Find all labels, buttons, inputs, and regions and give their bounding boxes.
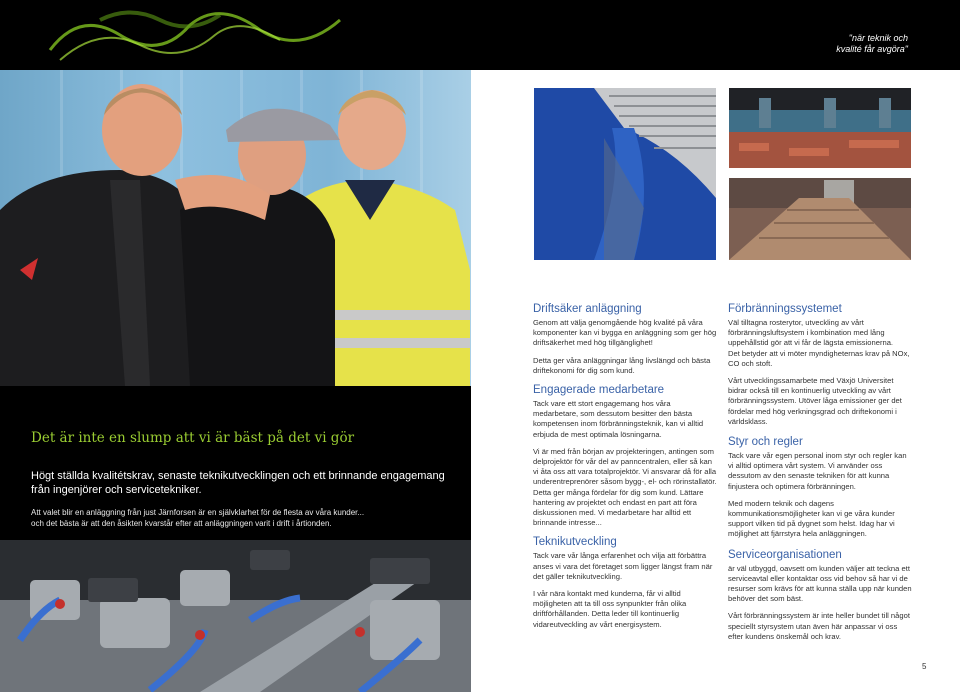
small-line-1: Att valet blir en anläggning från just Järnforsen är en självklarhet för de flesta av våra kunder...: [31, 508, 365, 517]
heading-teknikutveckling: Teknikutveckling: [533, 536, 617, 549]
page-number: 5: [922, 662, 927, 671]
lead-paragraph: Högt ställda kvalitétskrav, senaste teknikutvecklingen och ett brinnande engagemang från ingenjörer och servicetekniker.: [31, 470, 445, 496]
paragraph: Vi är med från början av projekteringen, antingen som delprojektör för vår del av panncentralen, eller så kan vi åta oss att vara totalprojektör. Vi ansvarar då för alla underentreprenörer såsom bygg-, el- och rörinstallatör. Detta ger många fördelar för dig som kund. Lättare hantering av projektet och endast en part att föra diskussionen med. Vi medarbetare har alltid ett brinnande intresse...: [533, 446, 717, 528]
paragraph: Tack vare vår långa erfarenhet och vilja att förbättra anses vi vara det företaget som ligger längst fram när det gäller teknikutveckling.: [533, 551, 713, 581]
paragraph: Väl tilltagna rosterytor, utveckling av vårt förbränningsluftsystem i kombination med lång uppehållstid gör att vi får de lägsta emissionerna.: [728, 318, 894, 348]
text-column-1: [533, 302, 717, 630]
paragraph: Det betyder att vi möter myndigheternas krav på NOx, CO och stoft.: [728, 348, 910, 368]
furnace-pipes-photo: [729, 88, 911, 168]
heading-driftsaker: Driftsäker anläggning: [533, 303, 642, 315]
heading-forbranningssystemet: Förbränningssystemet: [728, 303, 842, 315]
small-line-2: och det bästa är att den åsikten kvarstår efter att anläggningen varit i drift i årtionden.: [31, 519, 332, 528]
small-paragraph: [31, 507, 461, 529]
paragraph: Detta ger våra anläggningar lång livslängd och bästa driftekonomi för dig som kund.: [533, 355, 711, 375]
paragraph: Tack vare ett stort engagemang hos våra medarbetare, som dessutom besitter den bästa kompetensen inom förbränningsteknik, kan vi alltid erbjuda de mest optimala lösningarna.: [533, 399, 704, 439]
paragraph: Med modern teknik och dagens kommunikationsmöjligheter kan vi ge våra kunder support vilken tid på dygnet som helst. Idag har vi möjlighet att fjärrstyra hela anläggningen.: [728, 498, 895, 539]
page-headline: Det är inte en slump att vi är bäst på det vi gör: [31, 430, 355, 446]
paragraph: Tack vare vår egen personal inom styr och regler kan vi alltid optimera vårt system. Vi använder oss dessutom av den senaste tekniken för att kunna finjustera och optimera förbränningen.: [728, 451, 907, 491]
heading-engagerade: Engagerade medarbetare: [533, 384, 665, 397]
paragraph: Vårt utvecklingssamarbete med Växjö Universitet bidrar också till en kontinuerlig utveckling av vårt förbränningssystem. Utöver låga emissioner ger det fördelar med hög verkningsgrad och driftekonomi i världsklass.: [728, 376, 902, 426]
kiln-interior-photo: [729, 178, 911, 260]
paragraph: är väl utbyggd, oavsett om kunden väljer att teckna ett serviceavtal eller kontaktar oss vid behov så har vi de resurser som krävs för att kunna ställa upp när kunden behöver det som bäst.: [728, 563, 912, 604]
left-page: [0, 0, 471, 692]
paragraph: Genom att välja genomgående hög kvalité på våra komponenter kan vi bygga en anläggning som ger hög driftsäkerhet med hög tillgänglighet!: [533, 318, 717, 348]
quote-line-1: "när teknik och: [848, 33, 908, 43]
top-band: [0, 0, 960, 70]
paragraph: Vårt förbränningssystem är inte heller bundet till något speciellt styrsystem utan även här anpassar vi oss efter kundens önskemål och krav.: [728, 611, 910, 641]
quote-line-2: kvalité får avgöra": [836, 44, 908, 54]
tagline-quote: [836, 33, 908, 55]
heading-serviceorganisationen: Serviceorganisationen: [728, 548, 842, 561]
machinery-photo: [0, 540, 471, 692]
paragraph: I vår nära kontakt med kunderna, får vi alltid möjligheten att ta till oss synpunkter från olika driftförhållanden. Detta leder till kontinuerlig vidareutveckling av vårt energisystem.: [533, 589, 687, 629]
green-smoke-graphic: [40, 0, 370, 70]
blue-boiler-photo: [534, 88, 716, 260]
workers-photo: [0, 70, 471, 386]
text-column-2: [728, 302, 912, 642]
heading-styr-och-regler: Styr och regler: [728, 436, 803, 449]
